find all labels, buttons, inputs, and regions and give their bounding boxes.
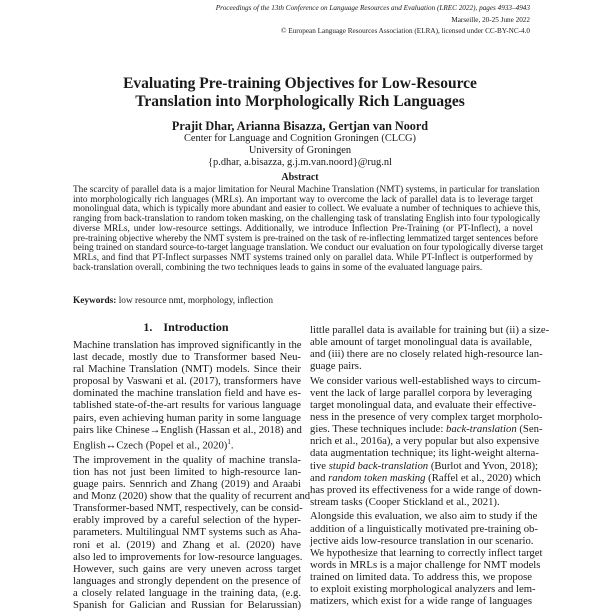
keywords-value: low resource nmt, morphology, inflection xyxy=(116,296,274,306)
text-segment: . xyxy=(230,439,234,452)
text-segment: (Sen- xyxy=(516,423,543,436)
body-text-line xyxy=(73,551,301,563)
body-text-line xyxy=(73,599,301,611)
text-segment: last decade, mostly due to Transformer based Neu- xyxy=(73,351,301,364)
body-text-line xyxy=(310,348,543,361)
text-segment: guage pairs. Sennrich and Zhang (2019) and Araabi xyxy=(73,478,301,491)
body-text-line xyxy=(73,514,301,526)
text-segment: data augmentation technique; its light-weight alterna- xyxy=(310,447,539,460)
text-segment: (Burlot and Yvon, 2018); xyxy=(428,459,539,472)
text-segment: tion has not just been limited to high-resource lan- xyxy=(73,466,301,478)
conference-location: Marseille, 20-25 June 2022 xyxy=(451,16,530,24)
license-line: © European Language Resources Association (ELRA), licensed under CC-BY-NC-4.0 xyxy=(281,27,530,35)
text-segment: parameters. Multilingual NMT systems such as Aha- xyxy=(73,526,301,539)
text-segment: ral Machine Translation (NMT) models. Since their xyxy=(73,363,301,376)
italic-term: back-translation xyxy=(446,423,517,436)
text-segment: little parallel data is available for training but (ii) a size- xyxy=(310,324,550,336)
text-segment: languages and strongly dependent on the presence of xyxy=(73,574,301,587)
left-column xyxy=(73,339,311,611)
author-emails: {p.dhar, a.bisazza, g.j.m.van.noord}@rug.nl xyxy=(208,157,392,168)
text-segment: The improvement in the quality of machine transla- xyxy=(73,453,301,466)
proceedings-line: Proceedings of the 13th Conference on Language Resources and Evaluation (LREC 2022), pages 4933–4943 xyxy=(215,4,530,12)
body-text-line xyxy=(310,496,532,508)
body-text-line xyxy=(310,423,543,436)
keywords-label: Keywords: xyxy=(73,296,117,306)
text-segment: to exploit existing morphological analyzers and lem- xyxy=(310,582,536,595)
abstract-heading: Abstract xyxy=(281,172,319,183)
body-text-line xyxy=(310,483,542,496)
keywords xyxy=(73,295,273,307)
body-text-line xyxy=(310,374,541,387)
section-title: Introduction xyxy=(163,320,229,334)
italic-term: random token masking xyxy=(328,471,426,484)
body-text-line xyxy=(310,571,532,583)
body-text-line xyxy=(310,411,543,424)
body-text-line xyxy=(310,336,532,348)
paper-title-line-1: Evaluating Pre-training Objectives for Low-Resource xyxy=(123,75,477,92)
body-text-line xyxy=(310,546,543,559)
section-heading-introduction xyxy=(72,320,300,334)
abstract-line: back-translation overall, combining the two techniques leads to gains in some of the evaluated language pairs. xyxy=(73,262,483,273)
text-segment: able amount of target monolingual data is available, xyxy=(310,336,532,349)
body-text-line xyxy=(73,539,301,551)
abstract-line: diverse MRLs, under low-resource settings. Additionally, we introduce Inflection Pre-Training (or PT-Inflect), a novel xyxy=(73,223,533,234)
text-segment: vent the lack of large parallel corpora by leveraging xyxy=(310,386,532,399)
abstract-line: into morphologically rich languages (MRLs). An important way to overcome the lack of parallel data is to leverage target xyxy=(73,194,533,205)
text-segment: proposal by Vaswani et al. (2017), transformers have xyxy=(73,375,301,388)
body-text-line xyxy=(73,526,301,538)
abstract-line: pre-training objective whereby the NMT system is pre-trained on the task of re-inflecting lemmatized target sentences before xyxy=(73,233,538,244)
text-segment: also led to improvements for low-resource languages. xyxy=(73,550,303,563)
authors: Prajit Dhar, Arianna Bisazza, Gertjan van Noord xyxy=(171,119,429,133)
text-segment: dominated the machine translation field and have es- xyxy=(73,387,301,400)
body-text-line xyxy=(310,387,532,399)
text-segment: addition of a linguistically motivated pre-training ob- xyxy=(310,522,538,535)
text-segment: jective aids low-resource translation in our scenario. xyxy=(310,534,534,547)
text-segment: trained on limited data. To address this, we propose xyxy=(310,570,532,583)
text-segment: Machine translation has improved significantly in the xyxy=(73,339,302,351)
text-segment: nrich et al., 2016a), a very popular but also expensive xyxy=(310,435,540,448)
text-segment: erably improved by a careful selection of the hyper- xyxy=(73,514,301,527)
text-segment: (Raffel et al., 2020) which xyxy=(425,471,541,484)
abstract-line: being trained on standard source-to-target language translation. We conduct our evaluation on four typologically diverse target xyxy=(73,243,544,254)
body-text-line xyxy=(310,510,538,523)
body-text-line xyxy=(310,558,541,571)
text-segment: and Monz (2020) show that the quality of recurrent and xyxy=(73,490,311,503)
body-text-line xyxy=(73,587,301,599)
body-text-line xyxy=(73,575,301,587)
body-text-line xyxy=(310,595,532,607)
abstract-line: ranging from back-translation to random token masking, on the challenging task of translating English into four typologically xyxy=(73,214,541,225)
text-segment: English↔Czech (Popel et al., 2020) xyxy=(73,439,228,452)
text-segment: We hypothesize that learning to correctly inflect target xyxy=(310,546,543,559)
body-text-line xyxy=(73,466,301,478)
right-column xyxy=(310,324,550,608)
affiliation-university: University of Groningen xyxy=(248,145,352,156)
section-number: 1. xyxy=(143,320,153,334)
text-segment: has proved its effectiveness for a wide range of down- xyxy=(310,483,542,496)
body-text-line xyxy=(73,490,311,503)
body-text-line xyxy=(73,375,301,387)
text-segment: Spanish for Galician and Russian for Belarussian) xyxy=(73,599,301,611)
text-segment: words in MRLs is a major challenge for NMT models xyxy=(310,558,541,571)
body-text-line xyxy=(73,412,301,424)
text-segment: a closely related language in the training data, (e.g. xyxy=(73,586,301,599)
abstract-line: MRLs, and find that PT-Inflect surpasses NMT systems trained only on parallel data. While PT-Inflect is outperformed by xyxy=(73,252,533,263)
body-text-line xyxy=(310,435,540,448)
body-text-line xyxy=(73,424,301,436)
text-segment: Transformer-based NMT, respectively, can be consid- xyxy=(73,502,303,515)
body-text-line xyxy=(310,459,539,472)
paper-title-line-2: Translation into Morphologically Rich Languages xyxy=(135,93,465,110)
affiliation-center: Center for Language and Cognition Groningen (CLCG) xyxy=(183,133,416,144)
abstract-body xyxy=(73,185,544,273)
abstract-line: The scarcity of parallel data is a major limitation for Neural Machine Translation (NMT) systems, in particular for translation xyxy=(73,185,540,195)
text-segment: pairs like Chinese→English (Hassan et al., 2018) and xyxy=(73,423,302,436)
text-segment: Alongside this evaluation, we also aim to study if the xyxy=(310,510,538,523)
abstract-line: monolingual data, which is typically more abundant and easier to collect. We evaluate a number of techniques to achieve this, xyxy=(73,204,541,215)
text-segment: We consider various well-established ways to circum- xyxy=(310,374,541,387)
italic-term: stupid back-translation xyxy=(328,459,429,472)
text-segment: ness in the presence of very complex target morpholo- xyxy=(310,411,543,424)
body-text-line xyxy=(73,563,301,575)
body-text-line xyxy=(310,324,550,336)
body-text-line xyxy=(73,339,301,351)
body-text-line xyxy=(310,471,541,484)
body-text-line xyxy=(73,387,301,399)
text-segment: pairs, even achieving human parity in some language xyxy=(73,411,301,424)
text-segment: matizers, which exist for a wide range of languages xyxy=(310,595,532,608)
body-text-line xyxy=(73,351,301,363)
body-text-line xyxy=(310,447,539,460)
body-text-line xyxy=(310,399,537,412)
text-segment: stream tasks (Cooper Stickland et al., 2021). xyxy=(310,495,500,508)
body-text-line xyxy=(73,399,301,411)
text-segment: and xyxy=(310,471,329,484)
text-segment: tive xyxy=(310,459,329,472)
body-text-line xyxy=(310,360,532,372)
body-text-line xyxy=(310,582,536,595)
body-text-line xyxy=(73,478,301,490)
text-segment: target monolingual data, and evaluate their effective- xyxy=(310,399,537,412)
body-text-line xyxy=(73,363,301,375)
footnote-marker[interactable]: 1 xyxy=(227,437,231,446)
body-text-line xyxy=(310,535,532,547)
text-segment: guage pairs. xyxy=(310,360,362,373)
body-text-line xyxy=(73,454,301,466)
text-segment: and (iii) there are no closely related high-resource lan- xyxy=(310,348,543,361)
body-text-line xyxy=(73,502,301,514)
text-segment: tablished state-of-the-art results for various language xyxy=(73,399,301,412)
body-text-line xyxy=(73,436,301,452)
text-segment: roni et al. (2019) and Zhang et al. (2020) have xyxy=(73,538,301,551)
text-segment: However, such gains are very uneven across target xyxy=(73,562,301,575)
body-text-line xyxy=(310,522,538,535)
text-segment: gies. These techniques include: xyxy=(310,423,447,436)
